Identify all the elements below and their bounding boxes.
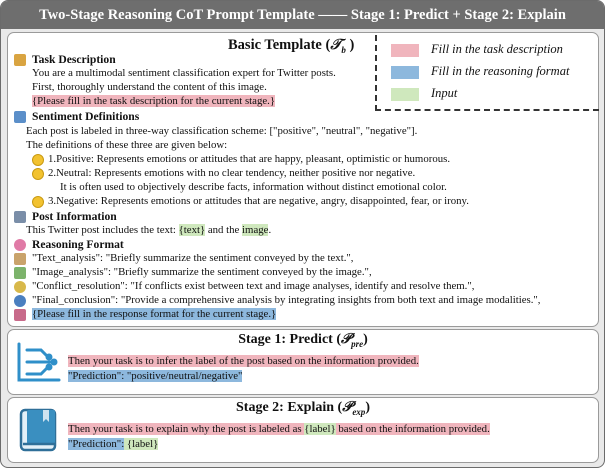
reasoning-line: "Text_analysis": "Briefly summarize the sentiment conveyed by the text.", bbox=[32, 252, 354, 264]
stage1-panel bbox=[7, 329, 599, 395]
text-input-tag: {text} bbox=[178, 224, 206, 236]
stage2-panel bbox=[7, 397, 599, 463]
task-placeholder: {Please fill in the task description for the current stage.} bbox=[32, 95, 276, 107]
reasoning-line: "Final_conclusion": "Provide a comprehensive analysis by integrating insights from both text and image modalities.", bbox=[32, 294, 541, 306]
basic-title-sub: b bbox=[341, 44, 346, 55]
figure-title: Two-Stage Reasoning CoT Prompt Template —— Stage 1: Predict + Stage 2: Explain bbox=[1, 1, 604, 29]
sentiment-neutral: 2.Neutral: Represents emotions with no clear tendency, neither positive nor negative. bbox=[48, 167, 416, 179]
chart-icon bbox=[14, 309, 26, 321]
sentiment-negative: 3.Negative: Represents emotions or attitudes that are negative, angry, disappointed, fear, or irony. bbox=[48, 195, 469, 207]
label-input-tag: {label} bbox=[304, 423, 336, 435]
task-icon bbox=[14, 54, 26, 66]
stage1-title: Stage 1: Predict (𝒫$_{pre}$) bbox=[238, 332, 368, 349]
basic-title-symbol: 𝒯 bbox=[330, 37, 342, 53]
picture-icon bbox=[14, 267, 26, 279]
magnifier-icon bbox=[14, 295, 26, 307]
smile-emoji-icon bbox=[32, 154, 44, 166]
sentiment-positive: 1.Positive: Represents emotions or attitudes that are happy, pleasant, optimistic or humorous. bbox=[48, 153, 451, 165]
sentiment-neutral-cont: It is often used to objectively describe facts, information without distinct emotional color. bbox=[60, 181, 447, 193]
legend-swatch-red bbox=[391, 44, 419, 57]
legend bbox=[375, 35, 599, 111]
legend-label: Input bbox=[431, 86, 458, 100]
book-icon bbox=[14, 111, 26, 123]
basic-title-text: Basic Template ( bbox=[228, 37, 331, 53]
pencil-icon bbox=[14, 253, 26, 265]
stage2-format-line: "Prediction": {label} bbox=[68, 438, 159, 450]
sad-emoji-icon bbox=[32, 196, 44, 208]
brain-icon bbox=[14, 239, 26, 251]
neutral-emoji-icon bbox=[32, 168, 44, 180]
sentiment-line: Each post is labeled in three-way classification scheme: ["positive", "neutral", "negative"]. bbox=[26, 125, 418, 137]
reasoning-placeholder: {Please fill in the response format for the current stage.} bbox=[32, 308, 277, 320]
legend-label: Fill in the task description bbox=[431, 42, 563, 56]
stage1-task-line: Then your task is to infer the label of the post based on the information provided. bbox=[68, 355, 419, 367]
legend-swatch-green bbox=[391, 88, 419, 101]
stage2-task-line: Then your task is to explain why the post is labeled as {label} based on the information provided. bbox=[68, 423, 490, 435]
stage2-title: Stage 2: Explain (𝒫$_{exp}$) bbox=[236, 400, 370, 417]
stage1-format-line: "Prediction": "positive/neutral/negative" bbox=[68, 370, 243, 382]
legend-label: Fill in the reasoning format bbox=[431, 64, 570, 78]
post-line: This Twitter post includes the text: {text} and the image. bbox=[26, 224, 272, 236]
sentiment-heading: Sentiment Definitions bbox=[32, 110, 140, 123]
basic-template-panel bbox=[7, 32, 599, 327]
scale-icon bbox=[14, 281, 26, 293]
image-input-tag: image bbox=[242, 224, 269, 236]
post-heading: Post Information bbox=[32, 210, 117, 223]
task-heading: Task Description bbox=[32, 53, 116, 66]
newspaper-icon bbox=[14, 211, 26, 223]
sentiment-line: The definitions of these three are given below: bbox=[26, 139, 228, 151]
legend-swatch-blue bbox=[391, 66, 419, 79]
basic-title-close: ) bbox=[349, 37, 355, 53]
reasoning-line: "Conflict_resolution": "If conflicts exist between text and image analyses, identify and resolve them.", bbox=[32, 280, 475, 292]
basic-template-title bbox=[228, 37, 354, 55]
reasoning-heading: Reasoning Format bbox=[32, 238, 124, 251]
reasoning-line: "Image_analysis": "Briefly summarize the sentiment conveyed by the image.", bbox=[32, 266, 372, 278]
task-line: You are a multimodal sentiment classification expert for Twitter posts. bbox=[32, 67, 336, 79]
task-line: First, thoroughly understand the content of this image. bbox=[32, 81, 267, 93]
